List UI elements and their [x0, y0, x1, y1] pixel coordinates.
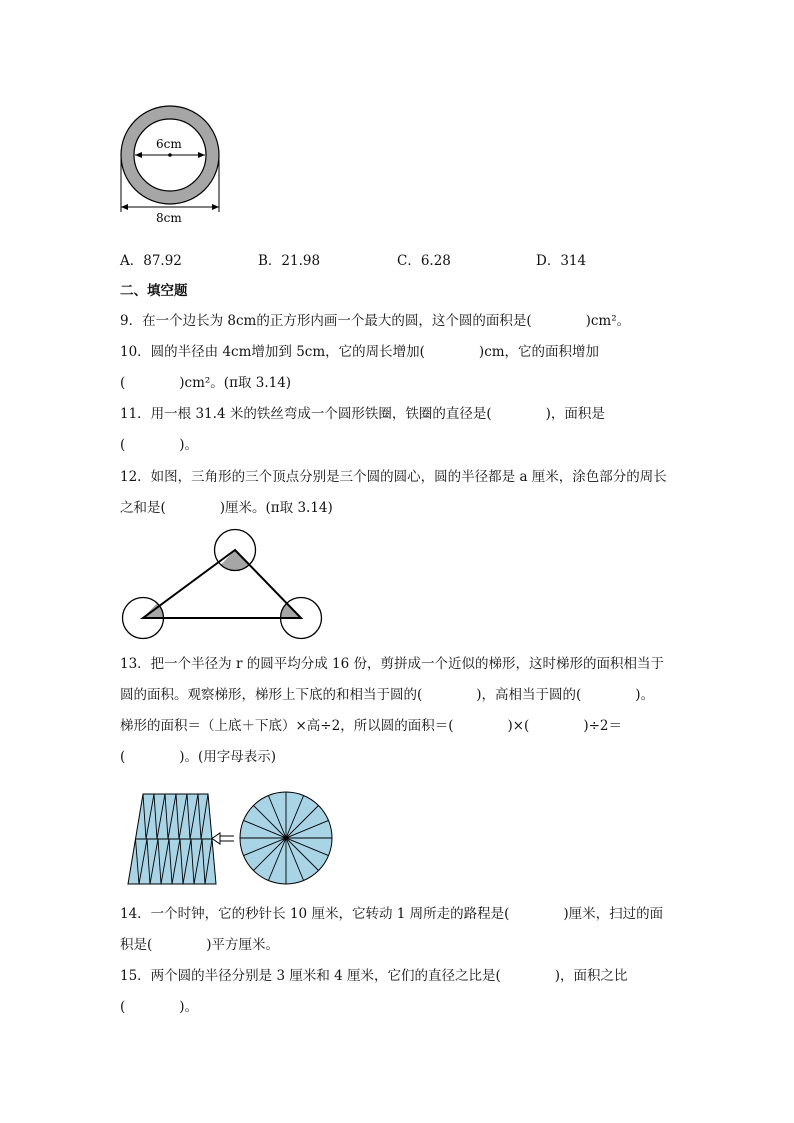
ring-outer-label: 8cm	[156, 211, 182, 225]
option-c[interactable]: C．6.28	[397, 253, 451, 269]
section-title: 二、填空题	[120, 283, 188, 299]
question-13-line4: ( )。(用字母表示)	[120, 749, 277, 765]
question-13-line1: 13．把一个半径为 r 的圆平均分成 16 份，剪拼成一个近似的梯形，这时梯形的面积相当于	[120, 656, 664, 672]
question-15-line1: 15．两个圆的半径分别是 3 厘米和 4 厘米，它们的直径之比是( )，面积之比	[120, 968, 628, 984]
triangle-circles-figure	[118, 528, 328, 644]
option-b[interactable]: B．21.98	[258, 253, 321, 269]
question-14-line2: 积是( )平方厘米。	[120, 937, 280, 953]
question-14-line1: 14．一个时钟，它的秒针长 10 厘米，它转动 1 周所走的路程是( )厘米，扫过的面	[120, 906, 664, 922]
question-12-line1: 12．如图，三角形的三个顶点分别是三个圆的圆心，圆的半径都是 a 厘米，涂色部分的周长	[120, 469, 667, 485]
ring-figure	[112, 100, 232, 228]
question-11-line2: ( )。	[120, 437, 199, 453]
triangle	[143, 550, 301, 618]
question-10-line1: 10．圆的半径由 4cm增加到 5cm，它的周长增加( )cm，它的面积增加	[120, 344, 600, 360]
question-9: 9．在一个边长为 8cm的正方形内画一个最大的圆，这个圆的面积是( )cm²。	[120, 313, 631, 329]
question-13-line2: 圆的面积。观察梯形，梯形上下底的和相当于圆的( )，高相当于圆的( )。	[120, 687, 655, 703]
question-11-line1: 11．用一根 31.4 米的铁丝弯成一个圆形铁圈，铁圈的直径是( )，面积是	[120, 406, 605, 422]
question-13-line3: 梯形的面积＝（上底＋下底）×高÷2，所以圆的面积＝( )×( )÷2＝	[120, 718, 622, 734]
question-10-line2: ( )cm²。(π取 3.14)	[120, 375, 292, 391]
option-a[interactable]: A．87.92	[120, 253, 182, 269]
trapezoid-circle-figure	[124, 788, 338, 890]
question-15-line2: ( )。	[120, 999, 199, 1015]
option-d[interactable]: D．314	[536, 253, 587, 269]
ring-inner-label: 6cm	[156, 137, 182, 151]
question-12-line2: 之和是( )厘米。(π取 3.14)	[120, 500, 333, 516]
